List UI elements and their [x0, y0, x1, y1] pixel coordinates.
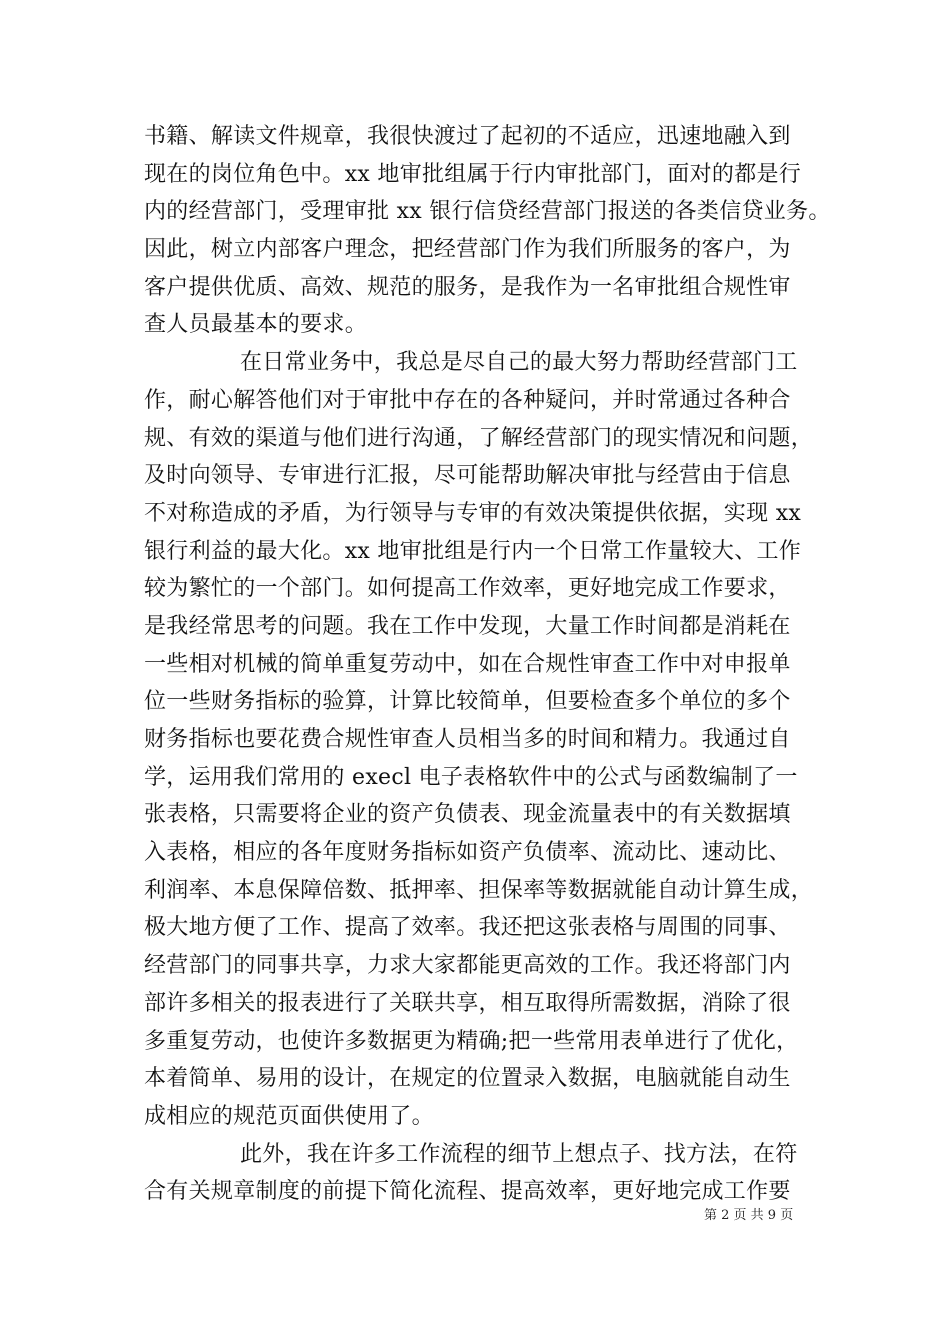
text-line: 一些相对机械的简单重复劳动中，如在合规性审查工作中对申报单 [144, 651, 791, 677]
text-line: 多重复劳动，也使许多数据更为精确;把一些常用表单进行了优化， [144, 1028, 799, 1054]
text-line: 位一些财务指标的验算，计算比较简单，但要检查多个单位的多个 [144, 689, 791, 715]
text-line: 及时向领导、专审进行汇报，尽可能帮助解决审批与经营由于信息 [144, 463, 791, 489]
text-line: 合有关规章制度的前提下简化流程、提高效率，更好地完成工作要 [144, 1179, 791, 1205]
text-line: 本着简单、易用的设计，在规定的位置录入数据，电脑就能自动生 [144, 1066, 791, 1092]
text-line: 客户提供优质、高效、规范的服务，是我作为一名审批组合规性审 [144, 274, 791, 300]
text-line: 不对称造成的矛盾，为行领导与专审的有效决策提供依据，实现 xx [144, 500, 802, 526]
text-line: 因此，树立内部客户理念，把经营部门作为我们所服务的客户，为 [144, 237, 791, 263]
text-line: 银行利益的最大化。xx 地审批组是行内一个日常工作量较大、工作 [144, 538, 802, 564]
text-line: 张表格，只需要将企业的资产负债表、现金流量表中的有关数据填 [144, 802, 791, 828]
paragraph-start-line: 此外，我在许多工作流程的细节上想点子、找方法，在符 [240, 1141, 798, 1167]
text-line: 查人员最基本的要求。 [144, 312, 368, 338]
text-line: 现在的岗位角色中。xx 地审批组属于行内审批部门，面对的都是行 [144, 161, 802, 187]
text-line: 部许多相关的报表进行了关联共享，相互取得所需数据，消除了很 [144, 990, 791, 1016]
text-line: 规、有效的渠道与他们进行沟通，了解经营部门的现实情况和问题， [144, 425, 814, 451]
text-line: 财务指标也要花费合规性审查人员相当多的时间和精力。我通过自 [144, 727, 791, 752]
paragraph-start-line: 在日常业务中，我总是尽自己的最大努力帮助经营部门工 [240, 350, 798, 376]
text-line: 较为繁忙的一个部门。如何提高工作效率，更好地完成工作要求， [144, 576, 791, 602]
text-line: 极大地方便了工作、提高了效率。我还把这张表格与周围的同事、 [144, 915, 791, 941]
page-number-footer: 第 2 页 共 9 页 [704, 1208, 794, 1223]
text-line: 是我经常思考的问题。我在工作中发现，大量工作时间都是消耗在 [144, 613, 791, 639]
text-line: 内的经营部门，受理审批 xx 银行信贷经营部门报送的各类信贷业务。 [144, 199, 831, 225]
text-line: 作，耐心解答他们对于审批中存在的各种疑问，并时常通过各种合 [144, 387, 791, 413]
text-line: 经营部门的同事共享，力求大家都能更高效的工作。我还将部门内 [144, 953, 791, 979]
text-line: 书籍、解读文件规章，我很快渡过了起初的不适应，迅速地融入到 [144, 124, 791, 149]
text-line: 成相应的规范页面供使用了。 [144, 1103, 434, 1129]
body-text [144, 118, 831, 1211]
text-line: 学，运用我们常用的 execl 电子表格软件中的公式与函数编制了一 [144, 764, 798, 790]
text-line: 利润率、本息保障倍数、抵押率、担保率等数据就能自动计算生成， [144, 877, 814, 903]
text-line: 入表格，相应的各年度财务指标如资产负债率、流动比、速动比、 [144, 840, 791, 866]
